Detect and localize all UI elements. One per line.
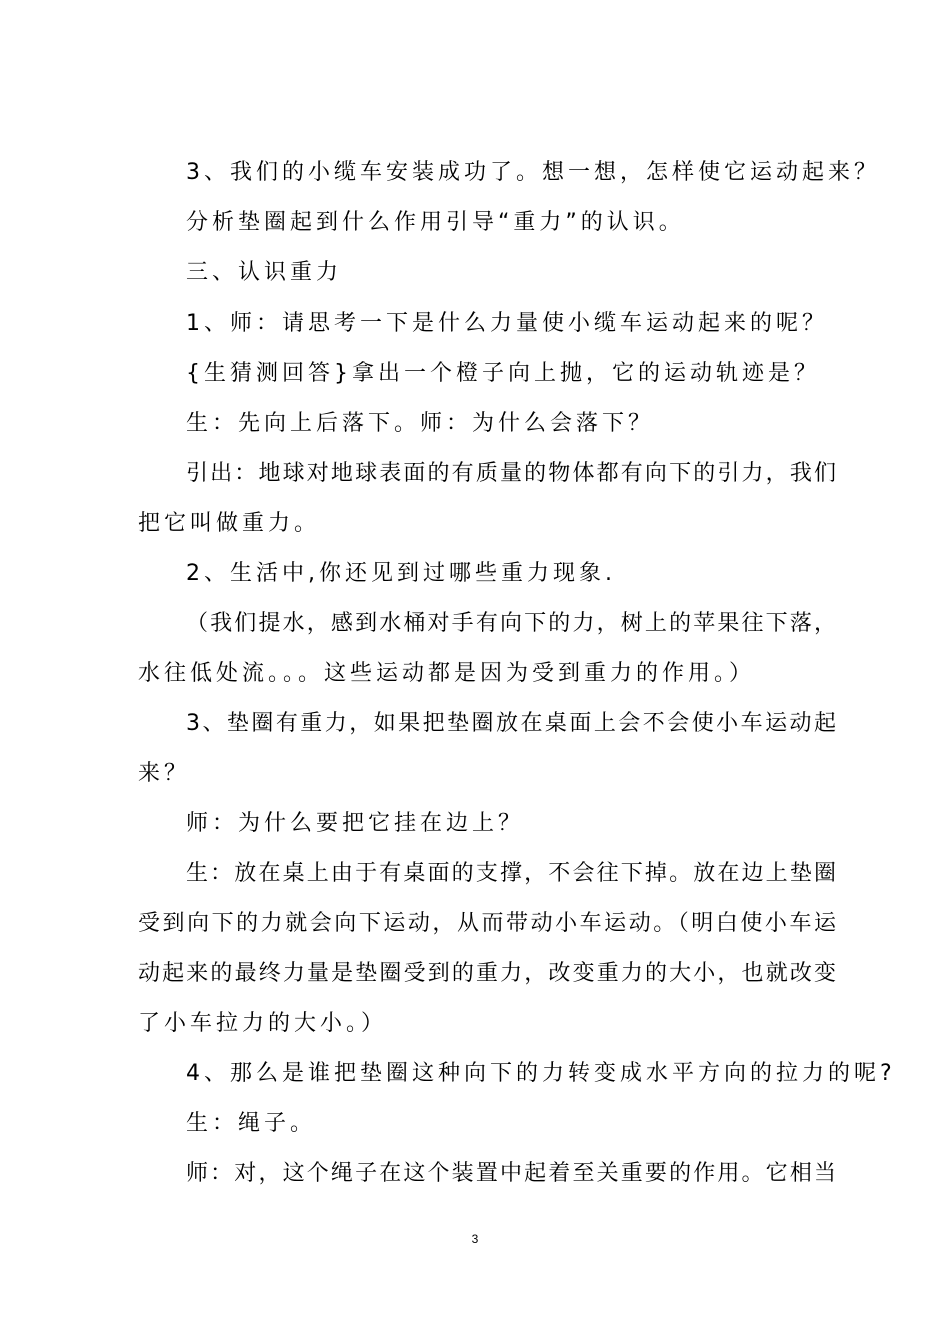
paragraph-line: 1、师：请思考一下是什么力量使小缆车运动起来的呢？: [186, 311, 828, 336]
paragraph-line: 师：为什么要把它挂在边上？: [186, 811, 525, 836]
paragraph-line: {生猜测回答}拿出一个橙子向上抛，它的运动轨迹是？: [186, 361, 820, 386]
paragraph-line: （我们提水，感到水桶对手有向下的力，树上的苹果往下落，: [186, 611, 836, 636]
page-number: 3: [471, 1232, 479, 1246]
paragraph-line: 受到向下的力就会向下运动，从而带动小车运动。（明白使小车运: [138, 911, 836, 936]
paragraph-line: 生：先向上后落下。师：为什么会落下？: [186, 411, 655, 436]
paragraph-line: 来？: [138, 761, 191, 786]
paragraph-line: 4、那么是谁把垫圈这种向下的力转变成水平方向的拉力的呢?: [186, 1061, 896, 1086]
section-heading: 三、认识重力: [186, 260, 343, 285]
paragraph-line: 师：对，这个绳子在这个装置中起着至关重要的作用。它相当: [186, 1161, 836, 1186]
paragraph-line: 水往低处流。。。这些运动都是因为受到重力的作用。）: [138, 661, 756, 686]
paragraph-line: 生：放在桌上由于有桌面的支撑，不会往下掉。放在边上垫圈: [186, 861, 836, 886]
paragraph-line: 分析垫圈起到什么作用引导“重力”的认识。: [186, 210, 685, 235]
paragraph-line: 了小车拉力的大小。）: [138, 1011, 388, 1036]
paragraph-line: 2、生活中,你还见到过哪些重力现象.: [186, 561, 616, 586]
paragraph-line: 引出：地球对地球表面的有质量的物体都有向下的引力，我们: [186, 461, 836, 486]
paragraph-line: 把它叫做重力。: [138, 511, 321, 536]
paragraph-line: 3、我们的小缆车安装成功了。想一想，怎样使它运动起来？: [186, 160, 880, 185]
paragraph-line: 生：绳子。: [186, 1111, 317, 1136]
paragraph-line: 3、垫圈有重力，如果把垫圈放在桌面上会不会使小车运动起: [186, 711, 836, 736]
paragraph-line: 动起来的最终力量是垫圈受到的重力，改变重力的大小，也就改变: [138, 961, 836, 986]
